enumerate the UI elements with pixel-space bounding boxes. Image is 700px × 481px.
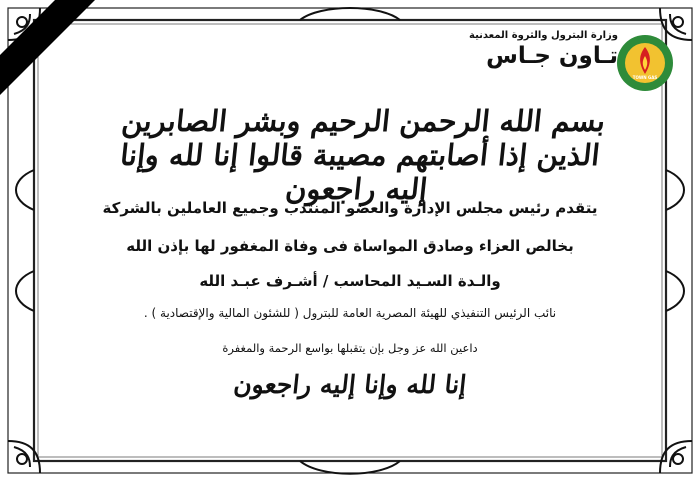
company-name: تـاون جـاس	[486, 43, 618, 69]
condolence-line-1: يتقدم رئيس مجلس الإدارة والعضو المنتدب وجميع العاملين بالشركة	[102, 199, 598, 217]
town-gas-logo	[616, 34, 674, 92]
condolence-line-4: نائب الرئيس التنفيذي للهيئة المصرية العامة للبترول ( للشئون المالية والإقتصادية ) .	[143, 306, 557, 320]
quran-verse-top: بسم الله الرحمن الرحيم وبشر الصابرين الذين إذا أصابتهم مصيبة قالوا إنا لله وإنا إليه راجعون	[118, 104, 608, 206]
logo-caption: TOWN GAS	[632, 75, 658, 80]
quran-verse-bottom: إنا لله وإنا إليه راجعون	[232, 370, 468, 399]
condolence-line-2: بخالص العزاء وصادق المواساة فى وفاة المغفور لها بإذن الله	[126, 237, 574, 255]
condolence-line-5: داعين الله عز وجل بإن يتقبلها بواسع الرحمة والمغفرة	[222, 341, 478, 355]
company-header	[469, 30, 618, 69]
ministry-name: وزارة البترول والثروة المعدنية	[469, 30, 618, 41]
condolence-line-3: والـدة السـيد المحاسب / أشـرف عبـد الله	[199, 272, 501, 290]
